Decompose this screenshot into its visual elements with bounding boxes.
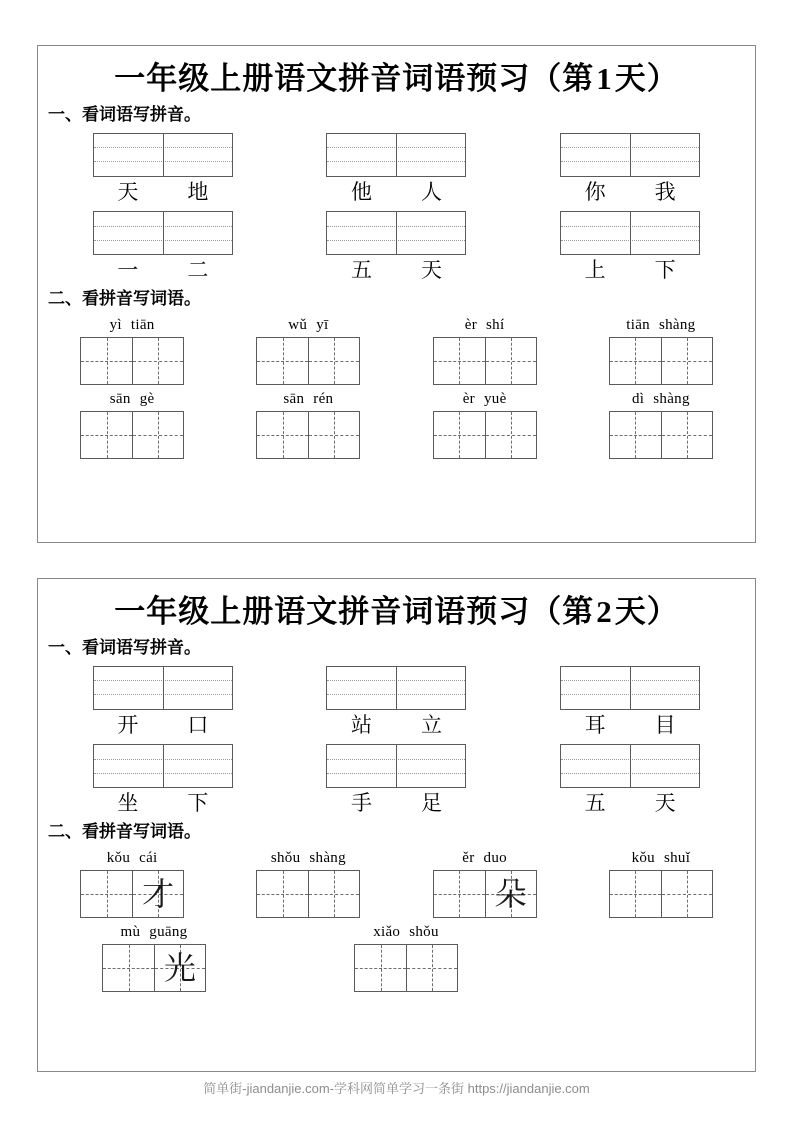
pinyin-syllable: cái — [139, 849, 158, 866]
tianzige-cell[interactable] — [81, 338, 132, 384]
tianzige-filled-char — [486, 338, 536, 384]
page-title-day-1 — [38, 60, 755, 99]
pinyin-syllable: guāng — [149, 923, 188, 940]
tianzige-filled-char — [407, 945, 457, 991]
tianzige-filled-char — [662, 338, 712, 384]
tianzige-cell[interactable] — [257, 338, 308, 384]
pinyin-writing-box[interactable] — [93, 211, 233, 255]
tianzige-filled-char — [610, 338, 661, 384]
tianzige-pinyin-label — [433, 391, 537, 408]
tianzige-exercise-item[interactable] — [579, 391, 743, 459]
tianzige-pinyin-label — [256, 317, 360, 334]
tianzige-grid[interactable] — [433, 411, 537, 459]
tianzige-grid[interactable] — [80, 337, 184, 385]
pinyin-syllable: tiān — [626, 316, 650, 333]
pinyin-syllable: shàng — [653, 390, 690, 407]
tianzige-grid[interactable] — [256, 411, 360, 459]
tianzige-filled-char — [662, 871, 712, 917]
tianzige-cell[interactable] — [257, 412, 308, 458]
pinyin-writing-box[interactable] — [93, 666, 233, 710]
tianzige-grid[interactable] — [256, 870, 360, 918]
title-suffix: 天） — [614, 61, 679, 96]
tianzige-pinyin-label — [609, 391, 713, 408]
pinyin-syllable: dì — [631, 390, 645, 407]
pinyin-writing-box[interactable] — [560, 133, 700, 177]
pinyin-exercise-item[interactable] — [63, 744, 263, 816]
pinyin-exercise-item[interactable] — [63, 133, 263, 205]
tianzige-pinyin-label — [433, 317, 537, 334]
tianzige-cell[interactable] — [434, 871, 485, 917]
tianzige-filled-char — [309, 412, 359, 458]
pinyin-syllable: shàng — [309, 849, 346, 866]
pinyin-writing-box[interactable] — [326, 744, 466, 788]
pinyin-cell-divider — [163, 667, 164, 709]
tianzige-filled-char — [610, 412, 661, 458]
tianzige-cell[interactable] — [132, 338, 183, 384]
tianzige-grid[interactable] — [609, 337, 713, 385]
tianzige-cell[interactable] — [132, 412, 183, 458]
tianzige-filled-char: 才 — [142, 875, 175, 912]
section-heading-2: 二、看拼音写词语。 — [48, 822, 201, 842]
tianzige-cell[interactable] — [308, 412, 359, 458]
tianzige-exercise-item[interactable] — [403, 391, 567, 459]
title-prefix: 一年级上册语文拼音词语预习（第 — [114, 594, 595, 629]
pinyin-exercise-item[interactable] — [530, 744, 730, 816]
tianzige-cell[interactable] — [610, 338, 661, 384]
pinyin-syllable: rén — [313, 390, 334, 407]
tianzige-exercise-item[interactable] — [579, 850, 743, 918]
section-heading-1: 一、看词语写拼音。 — [48, 104, 201, 124]
word-char: 二 — [187, 257, 209, 282]
title-day-number: 1 — [596, 61, 613, 96]
tianzige-filled-char — [610, 871, 661, 917]
tianzige-cell[interactable] — [154, 945, 205, 991]
pinyin-exercise-row — [38, 211, 755, 283]
pinyin-cell-divider — [396, 134, 397, 176]
pinyin-exercise-item[interactable] — [530, 211, 730, 283]
tianzige-cell[interactable] — [485, 871, 536, 917]
page-title-day-2 — [38, 593, 755, 632]
pinyin-syllable: sān — [109, 390, 131, 407]
pinyin-exercise-item[interactable] — [296, 211, 496, 283]
pinyin-cell-divider — [396, 745, 397, 787]
pinyin-syllable: shǒu — [270, 849, 301, 866]
pinyin-writing-box[interactable] — [560, 211, 700, 255]
pinyin-writing-box[interactable] — [326, 133, 466, 177]
pinyin-exercise-item[interactable] — [296, 744, 496, 816]
pinyin-syllable: kǒu — [106, 849, 131, 866]
pinyin-cell-divider — [396, 667, 397, 709]
pinyin-syllable: wǔ — [288, 316, 308, 333]
word-char: 五 — [584, 790, 606, 815]
tianzige-pinyin-label — [256, 850, 360, 867]
tianzige-exercise-row — [38, 924, 755, 992]
tianzige-cell[interactable] — [434, 412, 485, 458]
tianzige-cell[interactable] — [308, 871, 359, 917]
word-char: 口 — [187, 712, 209, 737]
pinyin-exercise-row — [38, 133, 755, 205]
tianzige-grid[interactable] — [354, 944, 458, 992]
tianzige-exercise-item[interactable] — [324, 924, 488, 992]
pinyin-syllable: gè — [139, 390, 155, 407]
pinyin-syllable: èr — [462, 390, 475, 407]
tianzige-filled-char — [309, 338, 359, 384]
pinyin-exercise-row — [38, 666, 755, 738]
title-prefix: 一年级上册语文拼音词语预习（第 — [114, 61, 595, 96]
tianzige-cell[interactable] — [355, 945, 406, 991]
tianzige-filled-char: 朵 — [494, 875, 527, 912]
tianzige-exercise-item[interactable] — [403, 850, 567, 918]
pinyin-writing-box[interactable] — [560, 666, 700, 710]
tianzige-grid[interactable] — [256, 337, 360, 385]
tianzige-grid[interactable] — [433, 337, 537, 385]
tianzige-filled-char — [434, 412, 485, 458]
pinyin-syllable: yuè — [483, 390, 507, 407]
tianzige-filled-char — [355, 945, 406, 991]
tianzige-cell[interactable] — [661, 871, 712, 917]
tianzige-grid[interactable] — [102, 944, 206, 992]
word-char: 足 — [420, 790, 442, 815]
pinyin-cell-divider — [163, 134, 164, 176]
tianzige-cell[interactable] — [132, 871, 183, 917]
tianzige-pinyin-label — [80, 317, 184, 334]
word-label — [93, 179, 233, 205]
pinyin-syllable: shǒu — [409, 923, 439, 940]
tianzige-cell[interactable] — [434, 338, 485, 384]
pinyin-writing-box[interactable] — [560, 744, 700, 788]
word-label — [560, 712, 700, 738]
tianzige-filled-char — [257, 412, 308, 458]
pinyin-syllable: kǒu — [631, 849, 655, 866]
word-char: 天 — [420, 257, 442, 282]
pinyin-syllable: xiǎo — [373, 923, 401, 940]
tianzige-exercise-item[interactable] — [403, 317, 567, 385]
tianzige-pinyin-label — [80, 391, 184, 408]
word-char: 目 — [654, 712, 676, 737]
tianzige-pinyin-label — [256, 391, 360, 408]
tianzige-cell[interactable] — [257, 871, 308, 917]
tianzige-cell[interactable] — [485, 338, 536, 384]
tianzige-grid[interactable] — [80, 411, 184, 459]
pinyin-cell-divider — [630, 134, 631, 176]
tianzige-exercise-item[interactable] — [226, 850, 390, 918]
tianzige-filled-char — [257, 871, 308, 917]
tianzige-grid[interactable] — [80, 870, 184, 918]
tianzige-filled-char — [81, 412, 132, 458]
tianzige-cell[interactable] — [485, 412, 536, 458]
tianzige-filled-char — [434, 871, 485, 917]
pinyin-syllable: èr — [464, 316, 478, 333]
worksheet-day-1 — [37, 45, 756, 543]
word-char: 一 — [117, 257, 139, 282]
tianzige-exercise-item[interactable] — [50, 317, 214, 385]
tianzige-cell[interactable] — [406, 945, 457, 991]
word-char: 天 — [117, 179, 139, 204]
word-char: 开 — [117, 712, 139, 737]
tianzige-exercise-item[interactable] — [50, 391, 214, 459]
pinyin-syllable: sān — [283, 390, 305, 407]
tianzige-grid[interactable] — [609, 411, 713, 459]
tianzige-exercise-item[interactable] — [226, 317, 390, 385]
pinyin-exercise-item[interactable] — [530, 133, 730, 205]
word-label — [93, 712, 233, 738]
tianzige-pinyin-label — [609, 850, 713, 867]
section-heading-2: 二、看拼音写词语。 — [48, 289, 201, 309]
word-char: 下 — [654, 257, 676, 282]
word-char: 立 — [420, 712, 442, 737]
tianzige-filled-char: 光 — [163, 949, 196, 986]
tianzige-exercise-row — [38, 391, 755, 459]
tianzige-filled-char — [133, 412, 183, 458]
tianzige-exercise-row — [38, 850, 755, 918]
tianzige-cell[interactable] — [661, 338, 712, 384]
tianzige-pinyin-label — [609, 317, 713, 334]
word-char: 人 — [420, 179, 442, 204]
tianzige-exercise-item[interactable] — [72, 924, 236, 992]
word-char: 他 — [350, 179, 372, 204]
word-char: 手 — [350, 790, 372, 815]
pinyin-cell-divider — [163, 745, 164, 787]
pinyin-writing-box[interactable] — [93, 133, 233, 177]
pinyin-writing-box[interactable] — [326, 211, 466, 255]
tianzige-pinyin-label — [433, 850, 537, 867]
tianzige-cell[interactable] — [103, 945, 154, 991]
word-label — [326, 790, 466, 816]
word-label — [560, 179, 700, 205]
tianzige-pinyin-label — [354, 924, 458, 941]
tianzige-grid[interactable] — [609, 870, 713, 918]
pinyin-syllable: tiān — [130, 316, 155, 333]
tianzige-exercise-row — [38, 317, 755, 385]
pinyin-syllable: mù — [120, 923, 141, 940]
title-day-number: 2 — [596, 594, 613, 629]
word-char: 天 — [654, 790, 676, 815]
word-char: 上 — [584, 257, 606, 282]
pinyin-syllable: yì — [109, 316, 122, 333]
pinyin-syllable: shuǐ — [663, 849, 691, 866]
tianzige-cell[interactable] — [308, 338, 359, 384]
tianzige-cell[interactable] — [81, 412, 132, 458]
word-char: 我 — [654, 179, 676, 204]
pinyin-syllable: ěr — [462, 849, 475, 866]
word-label — [560, 257, 700, 283]
pinyin-syllable: yī — [316, 316, 329, 333]
tianzige-filled-char — [133, 338, 183, 384]
pinyin-exercise-item[interactable] — [63, 666, 263, 738]
tianzige-exercise-item[interactable] — [50, 850, 214, 918]
title-suffix: 天） — [614, 594, 679, 629]
tianzige-cell[interactable] — [610, 412, 661, 458]
section-heading-1: 一、看词语写拼音。 — [48, 637, 201, 657]
word-label — [326, 179, 466, 205]
word-label — [93, 257, 233, 283]
pinyin-exercise-item[interactable] — [530, 666, 730, 738]
tianzige-filled-char — [434, 338, 485, 384]
word-label — [93, 790, 233, 816]
word-label — [560, 790, 700, 816]
pinyin-cell-divider — [396, 212, 397, 254]
pinyin-writing-box[interactable] — [326, 666, 466, 710]
pinyin-exercise-item[interactable] — [296, 133, 496, 205]
tianzige-filled-char — [662, 412, 712, 458]
footer-watermark: 简单街-jiandanjie.com-学科网简单学习一条街 https://jiandanjie.com — [203, 1081, 590, 1096]
pinyin-writing-box[interactable] — [93, 744, 233, 788]
tianzige-exercise-item[interactable] — [579, 317, 743, 385]
pinyin-cell-divider — [630, 745, 631, 787]
pinyin-exercise-item[interactable] — [63, 211, 263, 283]
word-char: 耳 — [584, 712, 606, 737]
pinyin-cell-divider — [630, 212, 631, 254]
tianzige-filled-char — [486, 412, 536, 458]
word-char: 坐 — [117, 790, 139, 815]
tianzige-filled-char — [81, 871, 132, 917]
tianzige-filled-char — [309, 871, 359, 917]
tianzige-pinyin-label — [102, 924, 206, 941]
word-char: 下 — [187, 790, 209, 815]
tianzige-cell[interactable] — [661, 412, 712, 458]
tianzige-pinyin-label — [80, 850, 184, 867]
word-label — [326, 712, 466, 738]
tianzige-grid[interactable] — [433, 870, 537, 918]
pinyin-cell-divider — [630, 667, 631, 709]
tianzige-cell[interactable] — [81, 871, 132, 917]
tianzige-filled-char — [103, 945, 154, 991]
word-char: 地 — [187, 179, 209, 204]
pinyin-syllable: duo — [483, 849, 507, 866]
pinyin-syllable: shí — [486, 316, 505, 333]
tianzige-exercise-item[interactable] — [226, 391, 390, 459]
pinyin-cell-divider — [163, 212, 164, 254]
tianzige-cell[interactable] — [610, 871, 661, 917]
pinyin-exercise-row — [38, 744, 755, 816]
tianzige-filled-char — [81, 338, 132, 384]
pinyin-syllable: shàng — [658, 316, 696, 333]
word-char: 五 — [350, 257, 372, 282]
word-char: 站 — [350, 712, 372, 737]
worksheet-day-2 — [37, 578, 756, 1072]
pinyin-exercise-item[interactable] — [296, 666, 496, 738]
word-label — [326, 257, 466, 283]
word-char: 你 — [584, 179, 606, 204]
tianzige-filled-char — [257, 338, 308, 384]
